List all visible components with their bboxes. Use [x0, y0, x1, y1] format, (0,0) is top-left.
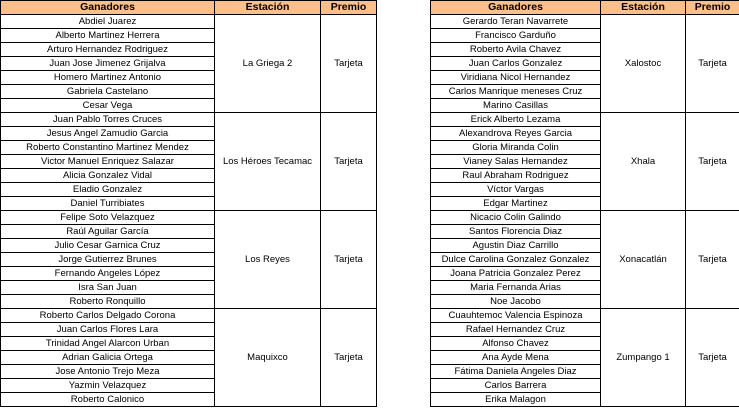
- right-winners-table: [430, 0, 739, 407]
- empty-column-gap: [377, 0, 428, 13]
- winner-name-cell: Arturo Hernandez Rodriguez: [1, 43, 215, 57]
- winner-name-cell: Adrian Galicia Ortega: [1, 351, 215, 365]
- winner-name-cell: Raul Abraham Rodriguez: [431, 169, 601, 183]
- winner-name-cell: Daniel Turribiates: [1, 197, 215, 211]
- header-prize: Premio: [321, 1, 377, 15]
- winner-name-cell: Roberto Avila Chavez: [431, 43, 601, 57]
- table-row: [431, 113, 739, 127]
- table-row: [1, 211, 377, 225]
- table-row: [1, 113, 377, 127]
- winner-name-cell: Fernando Angeles López: [1, 267, 215, 281]
- winner-name-cell: Julio Cesar Garnica Cruz: [1, 239, 215, 253]
- winner-name-cell: Jose Antonio Trejo Meza: [1, 365, 215, 379]
- station-cell: Xalostoc: [601, 15, 686, 113]
- table-row: [1, 309, 377, 323]
- prize-cell: Tarjeta: [321, 113, 377, 211]
- right-table-body: [431, 15, 739, 407]
- winner-name-cell: Homero Martinez Antonio: [1, 71, 215, 85]
- header-winners: Ganadores: [431, 1, 601, 15]
- winner-name-cell: Trinidad Angel Alarcon Urban: [1, 337, 215, 351]
- header-station: Estación: [601, 1, 686, 15]
- station-cell: Xonacatlán: [601, 211, 686, 309]
- prize-cell: Tarjeta: [321, 211, 377, 309]
- winner-name-cell: Carlos Manrique meneses Cruz: [431, 85, 601, 99]
- winner-name-cell: Agustin Diaz Carrillo: [431, 239, 601, 253]
- winner-name-cell: Alfonso Chavez: [431, 337, 601, 351]
- winner-name-cell: Rafael Hernandez Cruz: [431, 323, 601, 337]
- winner-name-cell: Cuauhtemoc Valencia Espinoza: [431, 309, 601, 323]
- winner-name-cell: Santos Florencia Diaz: [431, 225, 601, 239]
- winner-name-cell: Fátima Daniela Angeles Diaz: [431, 365, 601, 379]
- winner-name-cell: Alexandrova Reyes Garcia: [431, 127, 601, 141]
- station-cell: Los Héroes Tecamac: [215, 113, 321, 211]
- winner-name-cell: Edgar Martinez: [431, 197, 601, 211]
- header-row: [431, 1, 739, 15]
- table-row: [1, 15, 377, 29]
- winner-name-cell: Víctor Vargas: [431, 183, 601, 197]
- winner-name-cell: Juan Jose Jimenez Grijalva: [1, 57, 215, 71]
- station-cell: Zumpango 1: [601, 309, 686, 407]
- header-row: [1, 1, 377, 15]
- winner-name-cell: Roberto Calonico: [1, 393, 215, 407]
- prize-cell: Tarjeta: [321, 309, 377, 407]
- winner-name-cell: Joana Patricia Gonzalez Perez: [431, 267, 601, 281]
- winner-name-cell: Nicacio Colin Galindo: [431, 211, 601, 225]
- winner-name-cell: Francisco Garduño: [431, 29, 601, 43]
- winner-name-cell: Alicia Gonzalez Vidal: [1, 169, 215, 183]
- winner-name-cell: Eladio Gonzalez: [1, 183, 215, 197]
- winner-name-cell: Gerardo Teran Navarrete: [431, 15, 601, 29]
- table-row: [431, 211, 739, 225]
- winner-name-cell: Gabriela Castelano: [1, 85, 215, 99]
- winner-name-cell: Raúl Aguilar García: [1, 225, 215, 239]
- winner-name-cell: Gloria Miranda Colin: [431, 141, 601, 155]
- winner-name-cell: Yazmin Velazquez: [1, 379, 215, 393]
- station-cell: Los Reyes: [215, 211, 321, 309]
- winner-name-cell: Juan Carlos Flores Lara: [1, 323, 215, 337]
- prize-cell: Tarjeta: [686, 211, 739, 309]
- winner-name-cell: Maria Fernanda Arias: [431, 281, 601, 295]
- station-cell: La Griega 2: [215, 15, 321, 113]
- winner-name-cell: Victor Manuel Enriquez Salazar: [1, 155, 215, 169]
- winner-name-cell: Roberto Ronquillo: [1, 295, 215, 309]
- winner-name-cell: Roberto Carlos Delgado Corona: [1, 309, 215, 323]
- winner-name-cell: Isra San Juan: [1, 281, 215, 295]
- winner-name-cell: Alberto Martinez Herrera: [1, 29, 215, 43]
- winner-name-cell: Jesus Angel Zamudio Garcia: [1, 127, 215, 141]
- winner-name-cell: Cesar Vega: [1, 99, 215, 113]
- prize-cell: Tarjeta: [686, 309, 739, 407]
- winner-name-cell: Noe Jacobo: [431, 295, 601, 309]
- winner-name-cell: Vianey Salas Hernandez: [431, 155, 601, 169]
- header-winners: Ganadores: [1, 1, 215, 15]
- station-cell: Xhala: [601, 113, 686, 211]
- header-prize: Premio: [686, 1, 739, 15]
- table-row: [431, 15, 739, 29]
- winner-name-cell: Juan Carlos Gonzalez: [431, 57, 601, 71]
- station-cell: Maquixco: [215, 309, 321, 407]
- winner-name-cell: Roberto Constantino Martinez Mendez: [1, 141, 215, 155]
- winner-name-cell: Erika Malagon: [431, 393, 601, 407]
- winner-name-cell: Viridiana Nicol Hernandez: [431, 71, 601, 85]
- winner-name-cell: Marino Casillas: [431, 99, 601, 113]
- table-row: [431, 309, 739, 323]
- winner-name-cell: Erick Alberto Lezama: [431, 113, 601, 127]
- winner-name-cell: Carlos Barrera: [431, 379, 601, 393]
- winner-name-cell: Dulce Carolina Gonzalez Gonzalez: [431, 253, 601, 267]
- prize-cell: Tarjeta: [686, 15, 739, 113]
- prize-cell: Tarjeta: [686, 113, 739, 211]
- left-table-body: [1, 15, 377, 407]
- winner-name-cell: Abdiel Juarez: [1, 15, 215, 29]
- header-station: Estación: [215, 1, 321, 15]
- prize-cell: Tarjeta: [321, 15, 377, 113]
- winner-name-cell: Jorge Gutierrez Brunes: [1, 253, 215, 267]
- winner-name-cell: Juan Pablo Torres Cruces: [1, 113, 215, 127]
- winner-name-cell: Felipe Soto Velazquez: [1, 211, 215, 225]
- winner-name-cell: Ana Ayde Mena: [431, 351, 601, 365]
